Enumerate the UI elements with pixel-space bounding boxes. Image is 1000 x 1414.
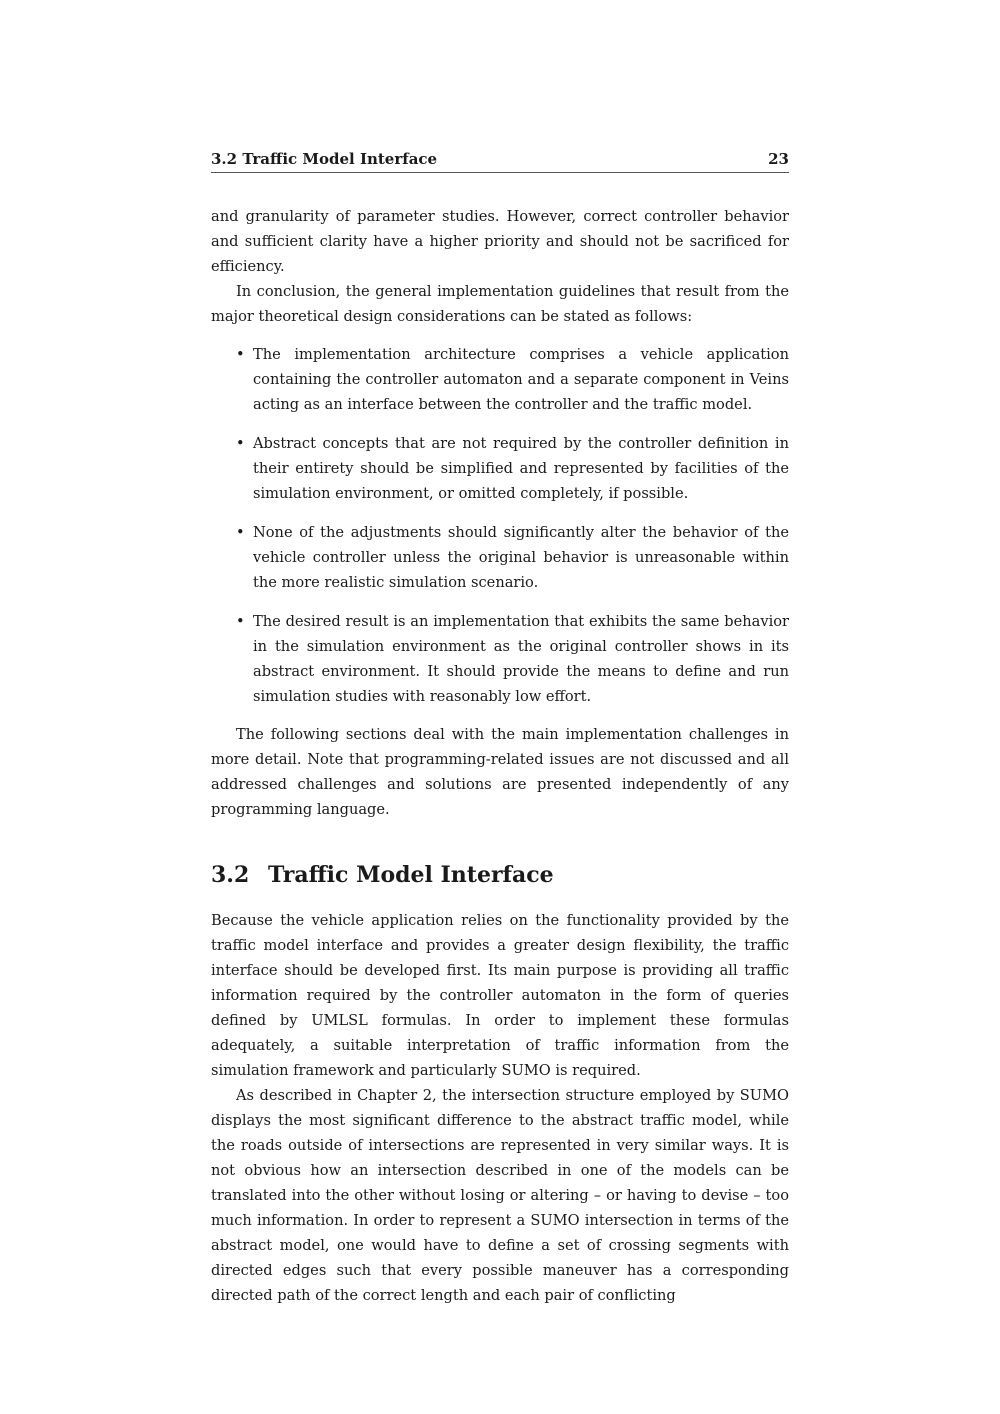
list-item-text: The implementation architecture comprises a vehicle application containing the controller automaton and a separate component in Veins acting as an interface between the controller and the traffic model. [253,346,789,413]
list-item [211,520,789,595]
section-title: Traffic Model Interface [268,862,554,888]
bullet-icon: • [236,346,245,363]
list-item [211,431,789,506]
bullet-icon: • [236,613,245,630]
list-item-text: None of the adjustments should significantly alter the behavior of the vehicle controller unless the original behavior is unreasonable within the more realistic simulation scenario. [253,524,789,591]
guidelines-list [211,342,789,709]
list-item [211,609,789,709]
section-number: 3.2 [211,862,250,888]
list-item-text: Abstract concepts that are not required by the controller definition in their entirety should be simplified and represented by facilities of the simulation environment, or omitted completely, if possible. [253,435,789,502]
list-item [211,342,789,417]
running-header [211,146,789,173]
running-header-title: 3.2 Traffic Model Interface [211,150,438,168]
body-text [211,204,789,1308]
section-heading [211,860,789,890]
list-item-text: The desired result is an implementation that exhibits the same behavior in the simulation environment as the original controller shows in its abstract environment. It should provide the means to define and run simulation studies with reasonably low effort. [253,613,789,705]
page-number: 23 [768,150,789,168]
paragraph: As described in Chapter 2, the intersection structure employed by SUMO displays the most significant difference to the abstract traffic model, while the roads outside of intersections are represented in very similar ways. It is not obvious how an intersection described in one of the models can be translated into the other without losing or altering – or having to devise – too much information. In order to represent a SUMO intersection in terms of the abstract model, one would have to define a set of crossing segments with directed edges such that every possible maneuver has a corresponding directed path of the correct length and each pair of conflicting [211,1087,789,1304]
bullet-icon: • [236,524,245,541]
bullet-icon: • [236,435,245,452]
paragraph: Because the vehicle application relies on the functionality provided by the traffic model interface and provides a greater design flexibility, the traffic interface should be developed first. Its main purpose is providing all traffic information required by the controller automaton in the form of queries defined by UMLSL formulas. In order to implement these formulas adequately, a suitable interpretation of traffic information from the simulation framework and particularly SUMO is required. [211,912,789,1079]
paragraph: and granularity of parameter studies. However, correct controller behavior and sufficient clarity have a higher priority and should not be sacrificed for efficiency. [211,208,789,275]
paragraph: In conclusion, the general implementation guidelines that result from the major theoretical design considerations can be stated as follows: [211,283,789,325]
paragraph: The following sections deal with the main implementation challenges in more detail. Note that programming-related issues are not discussed and all addressed challenges and solutions are presented independently of any programming language. [211,726,789,818]
